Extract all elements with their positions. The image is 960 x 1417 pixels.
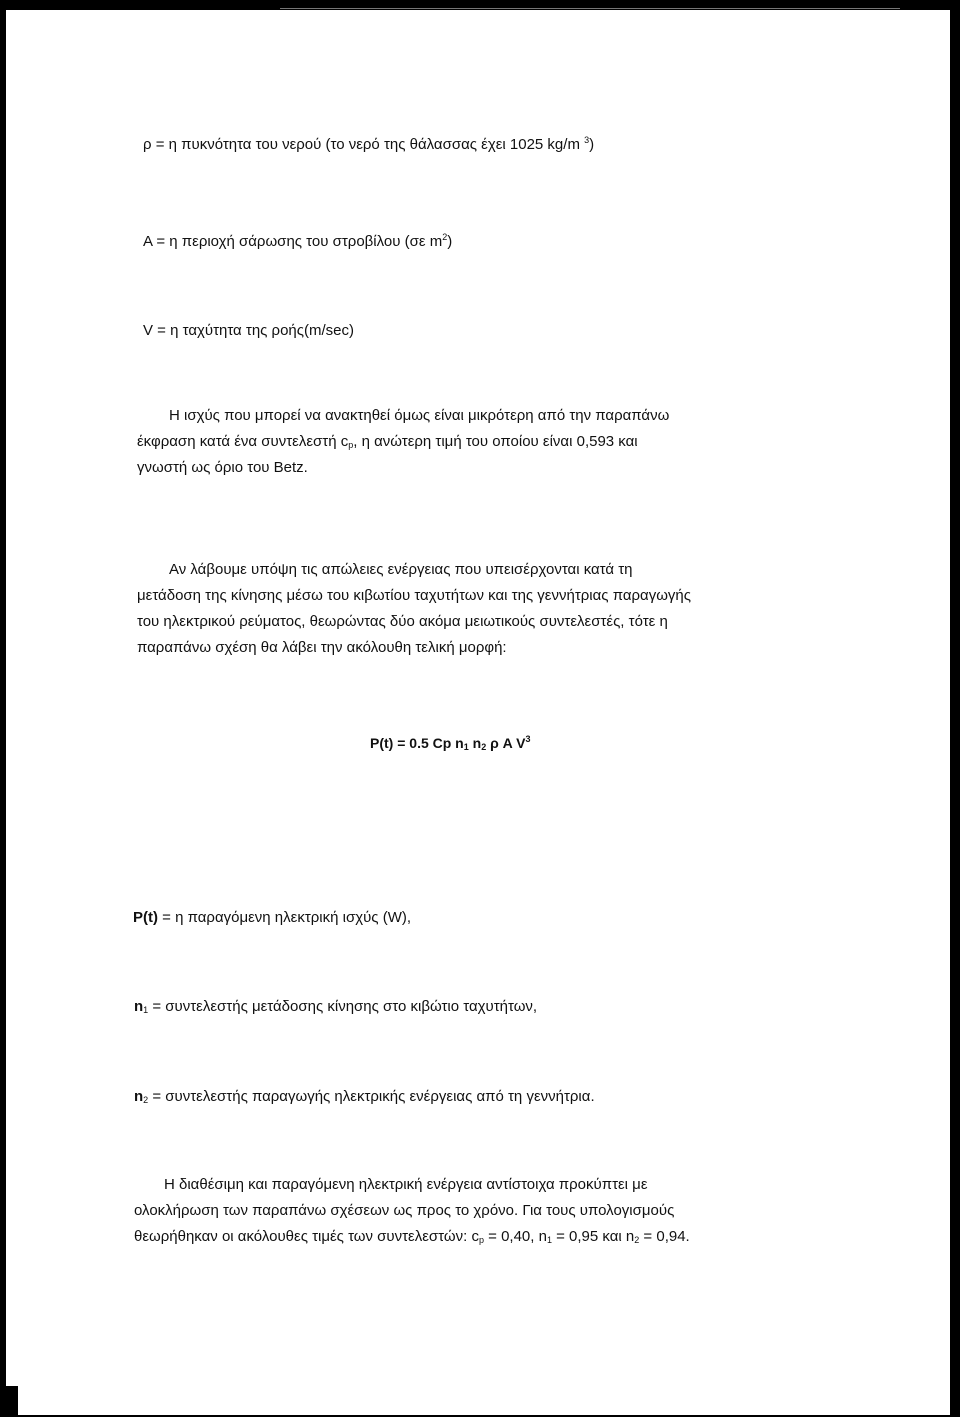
scan-edge-line (955, 1095, 957, 1265)
scan-corner-mark (0, 1386, 18, 1417)
legend-power (133, 907, 411, 929)
paragraph-final-line-2: ολοκλήρωση των παραπάνω σχέσεων ως προς το χρόνο. Για τους υπολογισμούς (134, 1202, 675, 1219)
paragraph-losses-line-1: Αν λάβουμε υπόψη τις απώλειες ενέργειας που υπεισέρχονται κατά τη (169, 561, 633, 578)
definition-area-text: A = η περιοχή σάρωσης του στροβίλου (σε m (143, 233, 443, 250)
legend-n2: $n_2 = \sigma\upsilon\nu\tau\varepsilon\lambda\varepsilon\sigma\tau ή\varsigma$ παραγωγής ηλεκτρικής ενέργειας από τη γεννήτρια. (134, 1088, 595, 1105)
legend-n2-text: = συντελεστής παραγωγής ηλεκτρικής ενέργειας από τη γεννήτρια. (148, 1088, 595, 1105)
paragraph-losses-line-2: μετάδοση της κίνησης μέσω του κιβωτίου ταχυτήτων και της γεννήτριας παραγωγής (137, 587, 691, 604)
legend-power-symbol: P(t) (133, 909, 158, 926)
paragraph-final-line-3: θεωρήθηκαν οι ακόλουθες τιμές των συντελεστών: $c_p = 0,40$, $n_1 = 0,95$ και $n_2 = 0,94$. (134, 1228, 690, 1245)
paragraph-losses (137, 557, 809, 661)
legend-n1-text: = συντελεστής μετάδοσης κίνησης στο κιβώτιο ταχυτήτων, (148, 998, 538, 1015)
definition-rho-close: ) (589, 136, 595, 153)
legend-n1: $n_1 = \sigma\upsilon\nu\tau\varepsilon\lambda\varepsilon\sigma\tau ή\varsigma$ μετάδοσης κίνησης στο κιβώτιο ταχυτήτων, (134, 998, 538, 1015)
definition-rho-text: ρ = η πυκνότητα του νερού (το νερό της θάλασσας έχει 1025 kg/m (143, 136, 585, 153)
definition-velocity-text: V = η ταχύτητα της ροής(m/sec) (143, 322, 354, 339)
paragraph-losses-line-4: παραπάνω σχέση θα λάβει την ακόλουθη τελική μορφή: (137, 639, 507, 656)
definition-area-close: ) (447, 233, 453, 250)
definition-rho-exponent: 3 (584, 135, 590, 145)
paragraph-betz-line-2: έκφραση κατά ένα συντελεστή $c_p$, η ανώτερη τιμή του οποίου είναι 0,593 και (137, 433, 638, 450)
scan-edge-mark (3, 828, 4, 888)
paragraph-losses-line-3: του ηλεκτρικού ρεύματος, θεωρώντας δύο ακόμα μειωτικούς συντελεστές, τότε η (137, 613, 668, 630)
paragraph-final-line-1: Η διαθέσιμη και παραγόμενη ηλεκτρική ενέργεια αντίστοιχα προκύπτει με (164, 1176, 648, 1193)
definition-area (143, 231, 452, 253)
definition-area-exponent: 2 (442, 232, 448, 242)
definition-rho (143, 134, 594, 156)
formula-power: P(t) = 0.5 Cp $n_1$ $n_2$ ρ A $V^3$ (370, 734, 531, 752)
paragraph-betz-line-3: γνωστή ως όριο του Betz. (137, 459, 308, 476)
legend-power-text: = η παραγόμενη ηλεκτρική ισχύς (W), (158, 909, 412, 926)
definition-velocity (143, 320, 354, 342)
top-rule (280, 8, 900, 9)
paragraph-betz-line-1: Η ισχύς που μπορεί να ανακτηθεί όμως είναι μικρότερη από την παραπάνω (169, 407, 670, 424)
paragraph-betz (137, 403, 809, 481)
paragraph-final (134, 1172, 806, 1250)
